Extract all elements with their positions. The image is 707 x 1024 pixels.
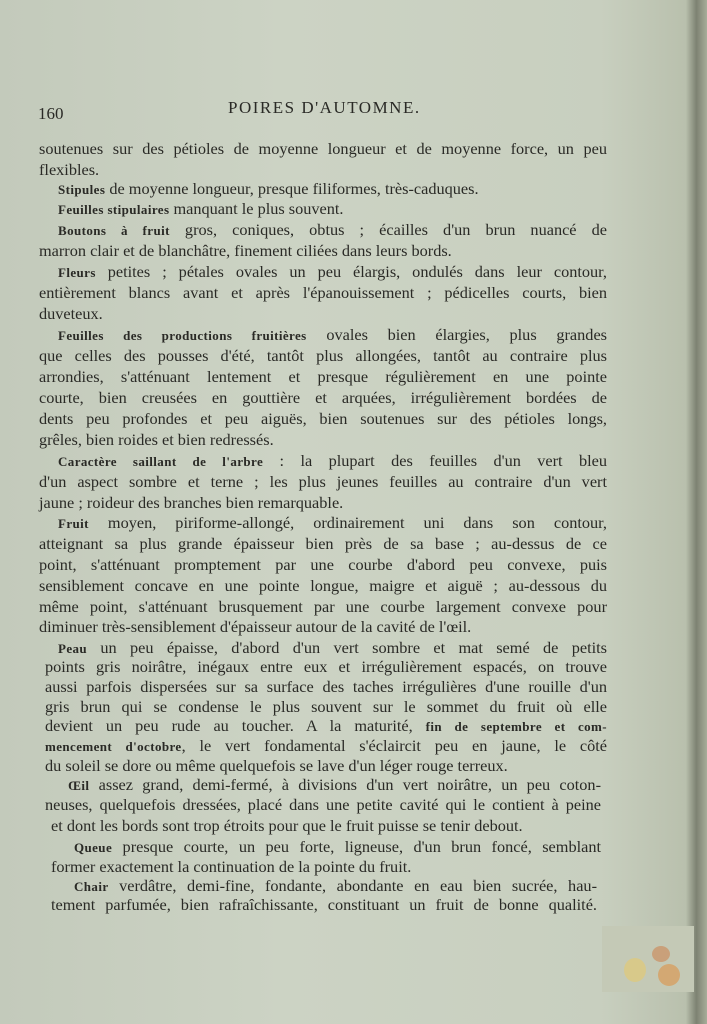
bold-term: Fruit <box>58 516 89 531</box>
line-text: dents peu profondes et peu aiguës, bien soutenues sur des pétioles longs, <box>39 409 607 428</box>
text-line <box>74 876 597 897</box>
line-text: soutenues sur des pétioles de moyenne longueur et de moyenne force, un peu <box>39 139 607 158</box>
text-line <box>39 139 607 159</box>
line-text: que celles des pousses d'été, tantôt plus allongées, tantôt au contraire plus <box>39 346 607 365</box>
line-text: sensiblement concave en une pointe longue, maigre et aiguë ; au-dessous du <box>39 576 607 595</box>
text-line <box>45 795 601 815</box>
text-line <box>39 241 452 261</box>
line-text: gris brun qui se condense le plus souvent sur le sommet du fruit où elle <box>45 697 607 716</box>
text-line <box>51 857 411 877</box>
text-line <box>45 716 607 737</box>
line-text: assez grand, demi-fermé, à divisions d'un vert noirâtre, un peu coton- <box>89 775 601 794</box>
line-text: jaune ; roideur des branches bien remarquable. <box>39 493 344 512</box>
line-text: arrondies, s'atténuant lentement et presque régulièrement en une pointe <box>39 367 607 386</box>
bold-term: Feuilles des productions fruitières <box>58 328 307 343</box>
text-line <box>58 638 607 659</box>
text-line <box>39 367 607 387</box>
text-line <box>39 534 607 554</box>
text-line <box>39 160 99 180</box>
fruit-thumbnail <box>602 926 694 992</box>
bold-term: Fleurs <box>58 265 96 280</box>
text-line <box>39 388 607 408</box>
text-line <box>58 262 607 283</box>
bold-term: Chair <box>74 879 109 894</box>
text-line <box>58 451 607 472</box>
line-text: tement parfumée, bien rafraîchissante, constituant un fruit de bonne qualité. <box>51 895 597 914</box>
line-text: presque courte, un peu forte, ligneuse, d'un brun foncé, semblant <box>112 837 601 856</box>
text-line <box>58 199 344 220</box>
text-line <box>45 697 607 717</box>
text-line <box>39 409 607 429</box>
page-number: 160 <box>38 104 64 123</box>
line-text: ovales bien élargies, plus grandes <box>306 325 608 344</box>
text-line <box>58 179 479 200</box>
text-line <box>39 597 607 617</box>
bold-term: Caractère saillant de l'arbre <box>58 454 264 469</box>
line-text: duveteux. <box>39 304 103 323</box>
line-text: d'un aspect sombre et terne ; les plus jeunes feuilles au contraire d'un vert <box>39 472 607 491</box>
line-text: verdâtre, demi-fine, fondante, abondante en eau bien sucrée, hau- <box>108 876 597 895</box>
line-text: et dont les bords sont trop étroits pour que le fruit puisse se tenir debout. <box>51 816 523 835</box>
bold-term: mencement d'octobre <box>45 739 182 754</box>
line-text: moyen, piriforme-allongé, ordinairement uni dans son contour, <box>88 513 607 532</box>
text-line <box>58 513 607 534</box>
bold-term: fin de septembre et com- <box>425 719 607 734</box>
bold-term: Boutons à fruit <box>58 223 170 238</box>
text-line <box>74 837 601 858</box>
line-text: petites ; pétales ovales un peu élargis, ondulés dans leur contour, <box>95 262 607 281</box>
line-text: point, s'atténuant promptement par une courbe d'abord peu convexe, puis <box>39 555 607 574</box>
text-line <box>68 775 601 796</box>
line-text: , le vert fondamental s'éclaircit peu en jaune, le côté <box>181 736 607 755</box>
text-line <box>39 493 343 513</box>
line-text: atteignant sa plus grande épaisseur bien près de sa base ; au-dessus de ce <box>39 534 607 553</box>
line-text: courte, bien creusées en gouttière et arquées, irrégulièrement bordées de <box>39 388 607 407</box>
line-text: points gris noirâtre, inégaux entre eux et irrégulièrement espacés, on trouve <box>45 657 607 676</box>
bold-term: Stipules <box>58 182 106 197</box>
running-head: POIRES D'AUTOMNE. <box>228 98 421 117</box>
line-text: former exactement la continuation de la pointe du fruit. <box>51 857 412 876</box>
line-text: flexibles. <box>39 160 100 179</box>
text-line <box>39 304 103 324</box>
line-text: marron clair et de blanchâtre, finement ciliées dans leurs bords. <box>39 241 452 260</box>
bold-term: Peau <box>58 641 88 656</box>
text-line <box>51 816 523 836</box>
line-text: diminuer très-sensiblement d'épaisseur autour de la cavité de l'œil. <box>39 617 472 636</box>
text-line <box>39 576 607 596</box>
line-text: du soleil se dore ou même quelquefois se lave d'un léger rouge terreux. <box>45 756 508 775</box>
bold-term: Queue <box>74 840 113 855</box>
text-line <box>45 756 508 776</box>
line-text: manquant le plus souvent. <box>169 199 344 218</box>
text-line <box>45 677 607 697</box>
text-line <box>45 657 607 677</box>
line-text: un peu épaisse, d'abord d'un vert sombre et mat semé de petits <box>87 638 607 657</box>
line-text: devient un peu rude au toucher. A la maturité, <box>45 716 426 735</box>
text-line <box>45 736 607 757</box>
text-line <box>39 430 274 450</box>
text-line <box>39 283 607 303</box>
text-line <box>39 555 607 575</box>
bold-term: Feuilles stipulaires <box>58 202 170 217</box>
line-text: gros, coniques, obtus ; écailles d'un brun nuancé de <box>169 220 607 239</box>
text-line <box>58 220 607 241</box>
text-line <box>39 346 607 366</box>
line-text: même point, s'atténuant brusquement par une courbe largement convexe pour <box>39 597 607 616</box>
line-text: neuses, quelquefois dressées, placé dans une petite cavité qui le contient à peine <box>45 795 601 814</box>
text-line <box>39 617 471 637</box>
line-text: de moyenne longueur, presque filiformes, très-caduques. <box>105 179 479 198</box>
line-text: entièrement blancs avant et après l'épanouissement ; pédicelles courts, bien <box>39 283 607 302</box>
text-line <box>58 325 607 346</box>
line-text: grêles, bien roides et bien redressés. <box>39 430 274 449</box>
line-text: aussi parfois dispersées sur sa surface des taches irrégulières d'une rouille d'un <box>45 677 607 696</box>
bold-term: Œil <box>68 778 90 793</box>
text-line <box>39 472 607 492</box>
line-text: : la plupart des feuilles d'un vert bleu <box>263 451 607 470</box>
text-line <box>51 895 597 915</box>
